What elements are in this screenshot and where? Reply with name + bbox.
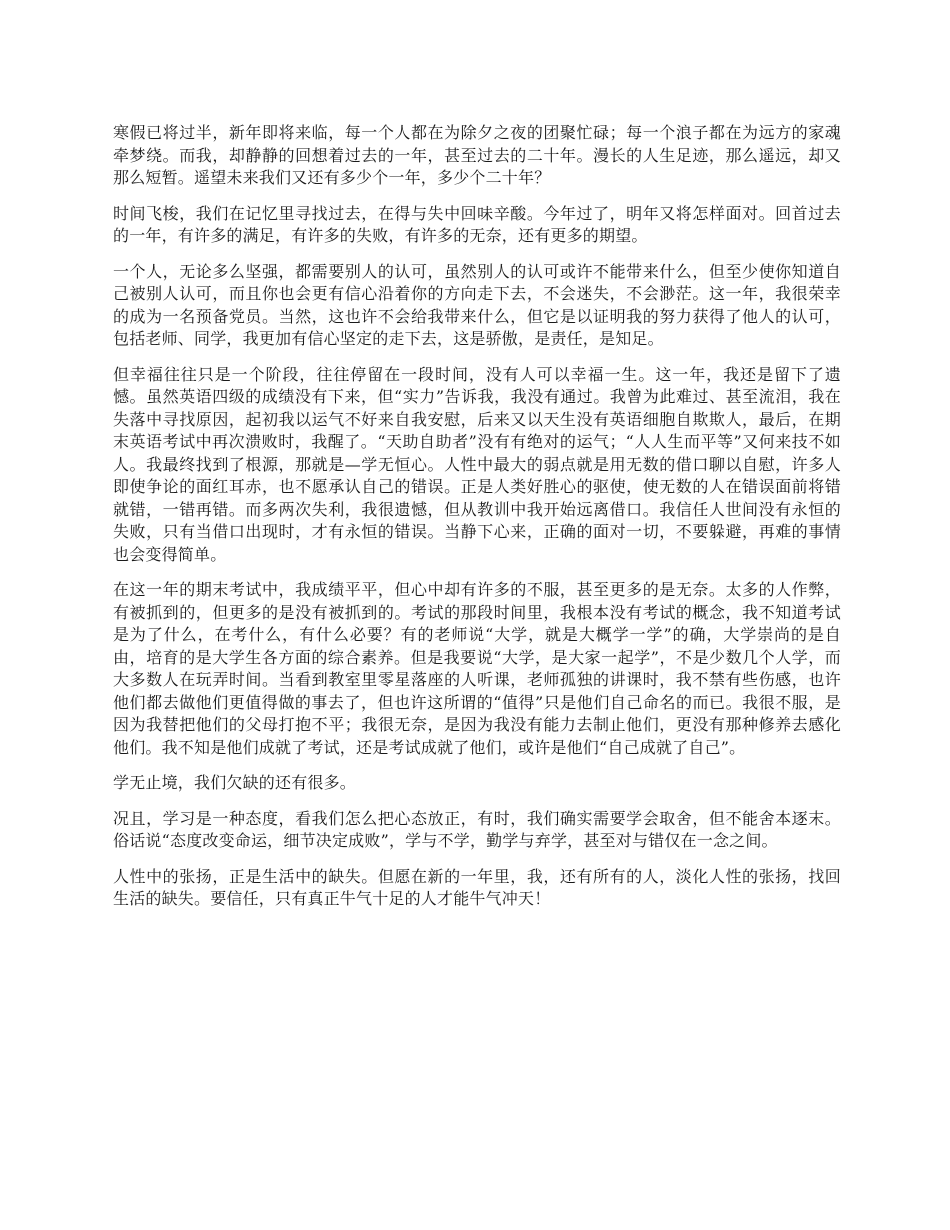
paragraph-6: 学无止境，我们欠缺的还有很多。	[113, 773, 357, 792]
paragraph-2: 时间飞梭，我们在记忆里寻找过去，在得与失中回味辛酸。今年过了，明年又将怎样面对。回首过去的一年，有许多的满足，有许多的失败，有许多的无奈，还有更多的期望。	[113, 203, 841, 245]
paragraph-5: 在这一年的期末考试中，我成绩平平，但心中却有许多的不服，甚至更多的是无奈。太多的人作弊，有被抓到的，但更多的是没有被抓到的。考试的那段时间里，我根本没有考试的概念，我不知道考试是为了什么，在考什么，有什么必要？有的老师说“大学，就是大概学一学”的确，大学崇尚的是自由，培育的是大学生各方面的综合素养。但是我要说“大学，是大家一起学”，不是少数几个人学，而大多数人在玩弄时间。当看到教室里零星落座的人听课，老师孤独的讲课时，我不禁有些伤感，也许他们都去做他们更值得做的事去了，但也许这所谓的“值得”只是他们自己命名的而已。我很不服，是因为我替把他们的父母打抱不平；我很无奈，是因为我没有能力去制止他们，更没有那种修养去感化他们。我不知是他们成就了考试，还是考试成就了他们，或许是他们“自己成就了自己”。	[113, 580, 841, 757]
paragraph-7: 况且，学习是一种态度，看我们怎么把心态放正，有时，我们确实需要学会取舍，但不能舍本逐末。俗话说“态度改变命运，细节决定成败”，学与不学，勤学与弃学，甚至对与错仅在一念之间。	[113, 808, 841, 850]
paragraph-1: 寒假已将过半，新年即将来临，每一个人都在为除夕之夜的团聚忙碌；每一个浪子都在为远方的家魂牵梦绕。而我，却静静的回想着过去的一年，甚至过去的二十年。漫长的人生足迹，那么遥远，却又那么短暂。遥望未来我们又还有多少个一年，多少个二十年？	[113, 123, 841, 187]
paragraph-3: 一个人，无论多么坚强，都需要别人的认可，虽然别人的认可或许不能带来什么，但至少使你知道自己被别人认可，而且你也会更有信心沿着你的方向走下去，不会迷失，不会渺茫。这一年，我很荣幸的成为一名预备党员。当然，这也许不会给我带来什么，但它是以证明我的努力获得了他人的认可，包括老师、同学，我更加有信心坚定的走下去，这是骄傲，是责任，是知足。	[113, 261, 841, 348]
paragraph-4: 但幸福往往只是一个阶段，往往停留在一段时间，没有人可以幸福一生。这一年，我还是留下了遗憾。虽然英语四级的成绩没有下来，但“实力”告诉我，我没有通过。我曾为此难过、甚至流泪，我在失落中寻找原因，起初我以运气不好来自我安慰，后来又以天生没有英语细胞自欺欺人，最后，在期末英语考试中再次溃败时，我醒了。“天助自助者”没有有绝对的运气；“人人生而平等”又何来技不如人。我最终找到了根源，那就是—学无恒心。人性中最大的弱点就是用无数的借口聊以自慰，许多人即使争论的面红耳赤，也不愿承认自己的错误。正是人类好胜心的驱使，使无数的人在错误面前将错就错，一错再错。而多两次失利，我很遗憾，但从教训中我开始远离借口。我信任人世间没有永恒的失败，只有当借口出现时，才有永恒的错误。当静下心来，正确的面对一切，不要躲避，再难的事情也会变得简单。	[113, 364, 841, 564]
document-body	[113, 122, 841, 924]
paragraph-8: 人性中的张扬，正是生活中的缺失。但愿在新的一年里，我，还有所有的人，淡化人性的张扬，找回生活的缺失。要信任，只有真正牛气十足的人才能牛气冲天！	[113, 866, 841, 908]
